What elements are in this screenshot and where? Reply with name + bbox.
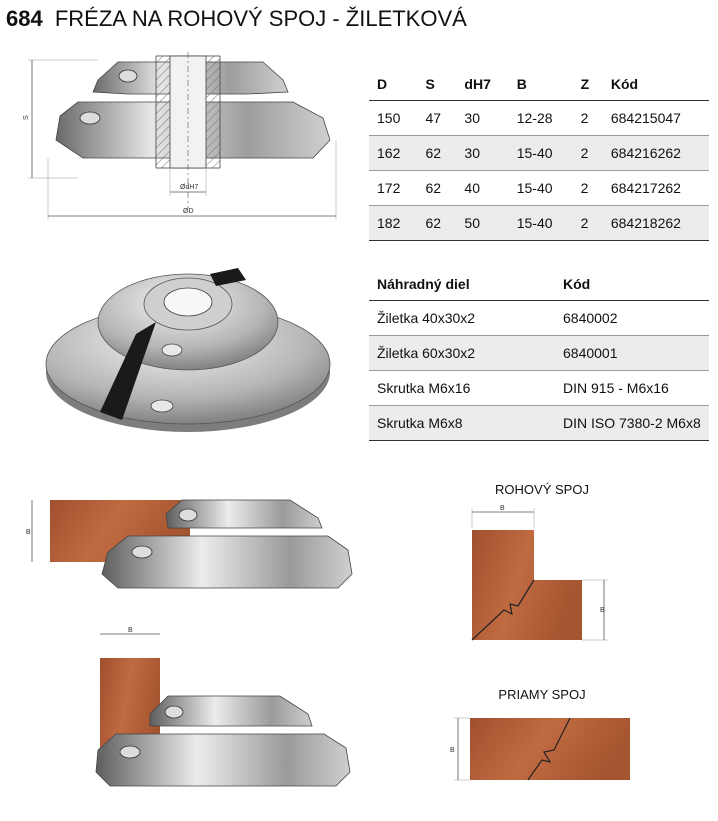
table-row xyxy=(369,101,709,136)
screw-hole-icon xyxy=(120,746,140,758)
table-row xyxy=(369,171,709,206)
b-label: B xyxy=(600,607,605,614)
lower-cutter-body xyxy=(96,734,350,786)
table-row xyxy=(369,301,709,336)
table-cell: 15-40 xyxy=(509,206,573,241)
table-row xyxy=(369,406,709,441)
table-cell: 162 xyxy=(369,136,418,171)
table-cell: 2 xyxy=(573,101,603,136)
s-label: S xyxy=(23,115,30,120)
bore-hole-icon xyxy=(164,288,212,316)
product-name: FRÉZA NA ROHOVÝ SPOJ - ŽILETKOVÁ xyxy=(54,6,467,31)
table-row xyxy=(369,136,709,171)
table-cell: 12-28 xyxy=(509,101,573,136)
table-cell: 2 xyxy=(573,206,603,241)
cutting-illustration-straight xyxy=(88,622,358,802)
col-header: Kód xyxy=(555,268,709,301)
corner-joint-diagram xyxy=(462,502,612,648)
cutting-illustration-corner xyxy=(18,488,358,600)
table-cell: 47 xyxy=(418,101,457,136)
table-cell: 30 xyxy=(456,101,508,136)
table-cell: Žiletka 40x30x2 xyxy=(369,301,555,336)
straight-joint-wood xyxy=(470,718,630,780)
lower-cutter-body xyxy=(102,536,352,588)
technical-drawing xyxy=(18,48,348,228)
screw-hole-icon xyxy=(80,112,100,124)
straight-joint-title: PRIAMY SPOJ xyxy=(498,687,586,702)
table-row xyxy=(369,336,709,371)
screw-hole-icon xyxy=(165,706,183,718)
b-label: B xyxy=(26,529,31,536)
table-cell: 684215047 xyxy=(603,101,709,136)
corner-joint-title: ROHOVÝ SPOJ xyxy=(495,482,589,497)
col-header: S xyxy=(418,68,457,101)
straight-joint-diagram xyxy=(446,712,636,786)
table-cell: DIN 915 - M6x16 xyxy=(555,371,709,406)
screw-hole-icon xyxy=(179,509,197,521)
spare-parts-table xyxy=(369,268,709,441)
col-header: dH7 xyxy=(456,68,508,101)
b-label: B xyxy=(128,627,133,634)
table-cell: 15-40 xyxy=(509,171,573,206)
table-header-row xyxy=(369,68,709,101)
b-label: B xyxy=(500,505,505,512)
screw-hole-icon xyxy=(162,344,182,356)
cutter-3d-illustration xyxy=(38,252,338,437)
table-cell: 182 xyxy=(369,206,418,241)
table-cell: 6840001 xyxy=(555,336,709,371)
table-cell: Skrutka M6x8 xyxy=(369,406,555,441)
table-cell: 15-40 xyxy=(509,136,573,171)
col-header: D xyxy=(369,68,418,101)
table-cell: 2 xyxy=(573,171,603,206)
table-cell: 6840002 xyxy=(555,301,709,336)
table-header-row xyxy=(369,268,709,301)
table-cell: Žiletka 60x30x2 xyxy=(369,336,555,371)
table-cell: 50 xyxy=(456,206,508,241)
table-cell: 150 xyxy=(369,101,418,136)
table-cell: 30 xyxy=(456,136,508,171)
table-cell: 62 xyxy=(418,136,457,171)
b-label: B xyxy=(450,747,455,754)
table-row xyxy=(369,371,709,406)
product-number: 684 xyxy=(6,6,43,31)
table-cell: 172 xyxy=(369,171,418,206)
table-cell: DIN ISO 7380-2 M6x8 xyxy=(555,406,709,441)
col-header: Náhradný diel xyxy=(369,268,555,301)
screw-hole-icon xyxy=(151,400,173,412)
table-cell: 40 xyxy=(456,171,508,206)
col-header: Kód xyxy=(603,68,709,101)
table-cell: 2 xyxy=(573,136,603,171)
screw-hole-icon xyxy=(132,546,152,558)
table-cell: 684217262 xyxy=(603,171,709,206)
table-cell: 62 xyxy=(418,206,457,241)
screw-hole-icon xyxy=(119,70,137,82)
d-label: ØD xyxy=(183,208,194,215)
table-cell: 684218262 xyxy=(603,206,709,241)
col-header: Z xyxy=(573,68,603,101)
table-cell: 684216262 xyxy=(603,136,709,171)
table-row xyxy=(369,206,709,241)
col-header: B xyxy=(509,68,573,101)
dh7-label: ØdH7 xyxy=(180,184,199,191)
dimensions-table xyxy=(369,68,709,241)
corner-joint-wood xyxy=(472,530,582,640)
page-title xyxy=(6,6,467,32)
table-cell: Skrutka M6x16 xyxy=(369,371,555,406)
table-cell: 62 xyxy=(418,171,457,206)
